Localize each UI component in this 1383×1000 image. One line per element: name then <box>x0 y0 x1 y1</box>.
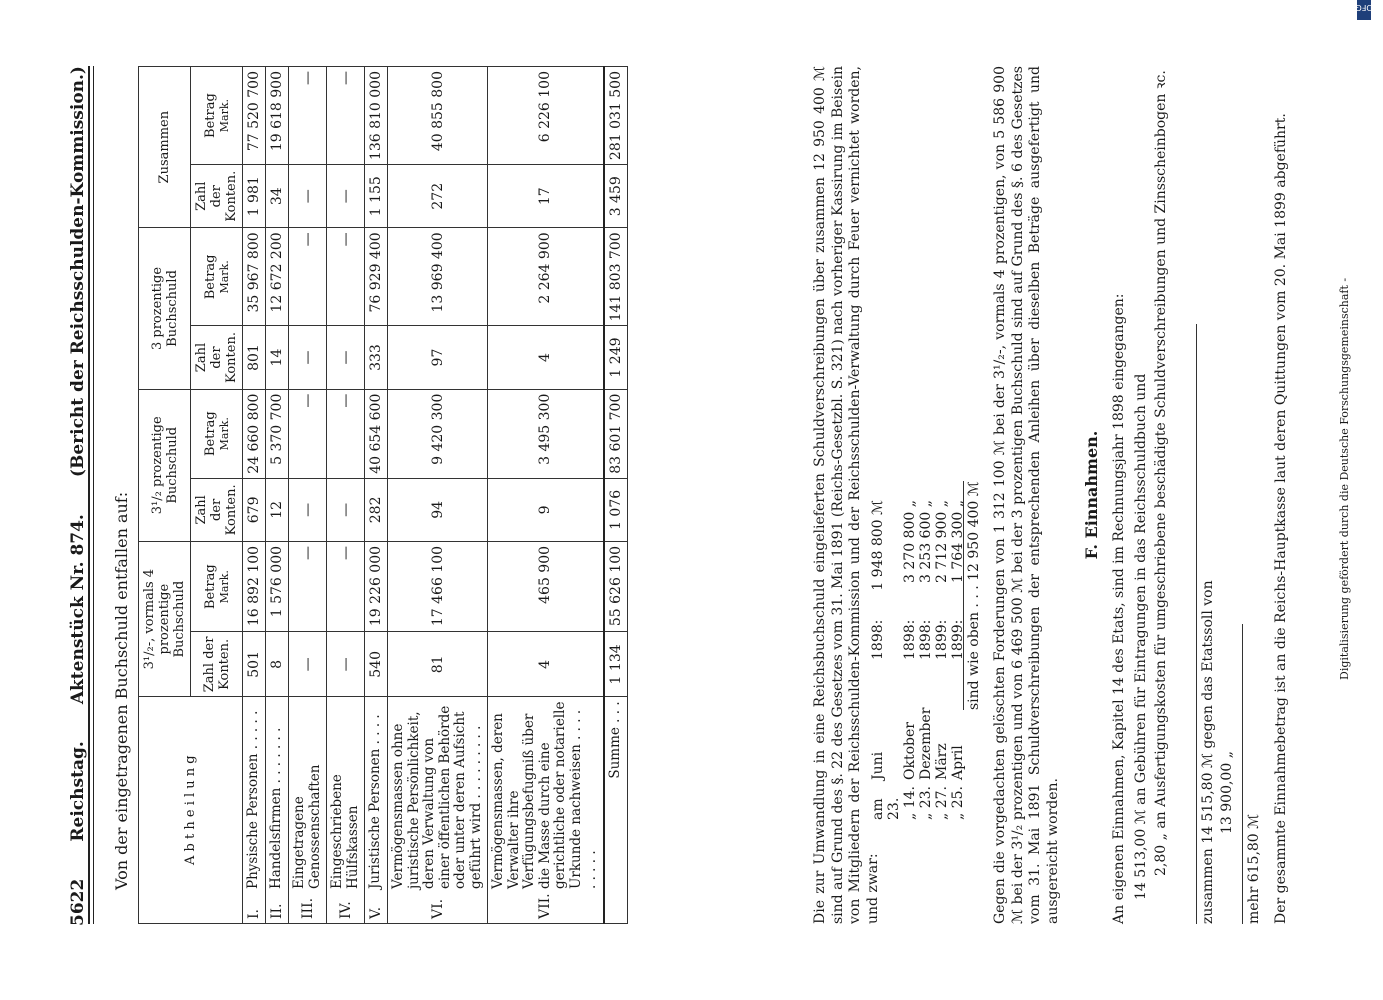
cell-count: 501 <box>243 632 266 697</box>
cell-count: 81 <box>388 632 488 697</box>
row-number: V. <box>365 893 388 924</box>
date-y: 1898: <box>918 619 935 660</box>
date-b: April <box>950 745 967 780</box>
row-number: VI. <box>388 893 488 924</box>
row-number: I. <box>243 893 266 924</box>
cell-amount: 19 226 000 <box>365 541 388 631</box>
row-number: III. <box>289 893 327 924</box>
cell-amount: 1 576 000 <box>266 541 289 631</box>
paragraph-vernichtung: Die zur Umwandlung in eine Reichsbuchschuld eingelieferten Schuldverschreibungen über zusammen 12 950 400 ℳ sind auf Grund des §. 22 des Gesetzes vom 31. Mai 1891 (Reichs-Gesetzbl. S. 321) nach vorheriger Kassirung im Beisein von Mitgliedern der Reichsschulden-Kommission und der Reichsschulden-Verwaltung durch Feuer vernichtet worden, und zwar: <box>812 66 881 924</box>
row-label: Eingeschriebene Hülfskassen <box>327 697 365 893</box>
col-abteilung: A b t h e i l u n g <box>139 697 243 924</box>
date-a: „ 25. <box>950 786 967 820</box>
subheader-unit: Mark. <box>217 260 231 294</box>
cell-amount: 55 626 100 <box>604 541 628 631</box>
cell-amount: 9 420 300 <box>388 389 488 478</box>
page-header <box>68 66 88 926</box>
dates-total: sind wie oben . . . 12 950 400 ℳ <box>963 481 982 710</box>
cell-count: 1 981 <box>243 165 266 228</box>
date-row <box>918 500 934 820</box>
subheader-amount-label: Betrag <box>202 564 218 610</box>
header-rule <box>88 66 94 924</box>
header-left: Reichstag. <box>68 741 88 842</box>
subheader-unit: Mark. <box>217 98 231 133</box>
cell-count: 1 134 <box>604 632 628 697</box>
row-number: II. <box>266 893 289 924</box>
cell-count: 17 <box>488 165 604 228</box>
cell-amount: 40 654 600 <box>365 389 388 478</box>
date-v: 3 270 800 „ <box>902 500 919 583</box>
cell-amount: 17 466 100 <box>388 541 488 631</box>
cell-count: 12 <box>266 478 289 541</box>
subheader-count: Zahl der Konten. <box>191 165 243 228</box>
cell-amount: — <box>327 389 365 478</box>
cell-amount: 19 618 900 <box>266 67 289 165</box>
cell-count: 801 <box>243 326 266 389</box>
cell-count: 94 <box>388 478 488 541</box>
cell-amount: 12 672 200 <box>266 228 289 326</box>
cell-count: — <box>327 478 365 541</box>
cell-amount: 35 967 800 <box>243 228 266 326</box>
date-v: 1 764 300 „ <box>950 500 967 583</box>
destruction-dates <box>870 500 967 820</box>
cell-amount: 83 601 700 <box>604 389 628 478</box>
row-number: IV. <box>327 893 365 924</box>
date-row <box>870 500 902 820</box>
date-y: 1899: <box>934 619 951 660</box>
row-number <box>604 893 628 924</box>
cell-amount: — <box>327 228 365 326</box>
row-label: Vermögensmassen, deren Verwalter ihre Verfügungsbefugniß über die Masse durch eine gerichtliche oder notarielle Urkunde nachweisen . . . . . . . . . <box>488 697 604 893</box>
row-label: Handelsfirmen . . . . . . . <box>266 697 289 893</box>
date-b: Oktober <box>902 722 919 780</box>
table-row <box>488 67 604 924</box>
cell-amount: 281 031 500 <box>604 67 628 165</box>
date-a: „ 14. <box>902 786 919 820</box>
cell-amount: 24 660 800 <box>243 389 266 478</box>
cell-count: 8 <box>266 632 289 697</box>
cell-count: 282 <box>365 478 388 541</box>
dfg-logo: DFG <box>1357 0 1371 20</box>
subheader-count: Zahl der Konten. <box>191 326 243 389</box>
date-b: Juni <box>870 751 886 780</box>
group-header-1: 3¹/₂-, vormals 4 prozentige Buchschuld <box>139 541 191 696</box>
cell-amount: 5 370 700 <box>266 389 289 478</box>
table-row <box>266 67 289 924</box>
subheader-amount-label: Betrag <box>202 254 218 300</box>
table-row <box>365 67 388 924</box>
table-row <box>243 67 266 924</box>
row-label: Eingetragene Genossenschaften <box>289 697 327 893</box>
cell-amount: 40 855 800 <box>388 67 488 165</box>
date-a: am 23. <box>870 797 903 820</box>
subheader-amount <box>191 228 243 326</box>
subheader-amount <box>191 389 243 478</box>
cell-amount: 465 900 <box>488 541 604 631</box>
table-row <box>388 67 488 924</box>
date-v: 2 712 900 „ <box>934 500 951 583</box>
date-y: 1898: <box>870 619 886 660</box>
cell-amount: 141 803 700 <box>604 228 628 326</box>
row-label: Summe . . . <box>604 697 628 893</box>
group-header-3: 3 prozentige Buchschuld <box>139 228 191 389</box>
group-header-2: 3¹/₂ prozentige Buchschuld <box>139 389 191 541</box>
cell-count: 1 249 <box>604 326 628 389</box>
income-line-1: 14 513,00 ℳ an Gebühren für Eintragungen in das Reichsschuldbuch und <box>1133 373 1149 900</box>
date-a: „ 23. <box>918 786 935 820</box>
subheader-amount <box>191 67 243 165</box>
income-intro: An eigenen Einnahmen, Kapitel 14 des Etats, sind im Rechnungsjahr 1898 eingegangen: <box>1111 293 1127 924</box>
cell-count: — <box>327 632 365 697</box>
table-row <box>327 67 365 924</box>
cell-count: 4 <box>488 326 604 389</box>
cell-amount: — <box>289 389 327 478</box>
cell-amount: — <box>327 67 365 165</box>
digitization-note: Digitalisierung gefördert durch die Deutsche Forschungsgemeinschaft - <box>1338 277 1351 680</box>
date-a: „ 27. <box>934 786 951 820</box>
page-number: 5622 <box>68 878 88 926</box>
cell-count: 1 076 <box>604 478 628 541</box>
section-title: F. Einnahmen. <box>1082 430 1101 560</box>
sum-row <box>604 67 628 924</box>
date-row <box>934 500 950 820</box>
row-label: Juristische Personen . . . . <box>365 697 388 893</box>
cell-count: 34 <box>266 165 289 228</box>
cell-count: 14 <box>266 326 289 389</box>
subheader-count: Zahl der Konten. <box>191 632 243 697</box>
income-total: zusammen 14 515,80 ℳ gegen das Etatssoll von <box>1196 324 1217 924</box>
subheader-count: Zahl der Konten. <box>191 478 243 541</box>
cell-count: 9 <box>488 478 604 541</box>
table-row <box>289 67 327 924</box>
subheader-amount <box>191 541 243 631</box>
cell-count: 679 <box>243 478 266 541</box>
cell-amount: 6 226 100 <box>488 67 604 165</box>
date-y: 1899: <box>950 619 967 660</box>
cell-count: 540 <box>365 632 388 697</box>
paragraph-gegen: Gegen die vorgedachten gelöschten Forderungen von 1 312 100 ℳ bei der 3¹/₂-, vormals 4 prozentigen, von 5 586 900 ℳ bei der 3¹/₂ prozentigen und von 6 469 500 ℳ bei der 3 prozentigen Buchschuld sind auf Grund des §. 6 des Gesetzes vom 31. Mai 1891 Schuldverschreibungen der entsprechenden Anleihen über dieselben Beträge ausgefertigt und ausgereicht worden. <box>992 66 1061 924</box>
cell-count: 97 <box>388 326 488 389</box>
subheader-amount-label: Betrag <box>202 93 218 138</box>
cell-amount: 76 929 400 <box>365 228 388 326</box>
subheader-unit: Mark. <box>217 417 231 451</box>
cell-count: — <box>289 632 327 697</box>
cell-count: — <box>289 478 327 541</box>
cell-amount: — <box>289 541 327 631</box>
cell-count: 333 <box>365 326 388 389</box>
cell-amount: 2 264 900 <box>488 228 604 326</box>
date-y: 1898: <box>902 619 919 660</box>
header-right: (Bericht der Reichsschulden-Kommission.) <box>68 66 88 478</box>
cell-count: — <box>327 165 365 228</box>
cell-count: 272 <box>388 165 488 228</box>
income-line-2: 2,80 „ an Ausfertigungskosten für umgeschriebene beschädigte Schuldverschreibungen und Zinsscheinbogen ꝛc. <box>1153 70 1169 876</box>
cell-count: — <box>327 326 365 389</box>
cell-amount: — <box>327 541 365 631</box>
cell-amount: 16 892 100 <box>243 541 266 631</box>
buchschuld-table <box>138 66 628 924</box>
cell-count: 1 155 <box>365 165 388 228</box>
cell-amount: 3 495 300 <box>488 389 604 478</box>
date-b: März <box>934 743 951 780</box>
header-center: Aktenstück Nr. 874. <box>68 514 88 705</box>
row-label: Vermögensmassen ohne juristische Persönlichkeit, deren Verwaltung von einer öffentlichen Behörde oder unter deren Aufsicht geführt wird . . . . . . . . . <box>388 697 488 893</box>
row-label: Physische Personen . . . . . <box>243 697 266 893</box>
cell-amount: 136 810 000 <box>365 67 388 165</box>
subheader-unit: Mark. <box>217 570 231 604</box>
cell-amount: — <box>289 67 327 165</box>
income-etatssoll: 13 900,00 „ <box>1219 751 1235 834</box>
row-number: VII. <box>488 893 604 924</box>
cell-amount: 77 520 700 <box>243 67 266 165</box>
cell-amount: 13 969 400 <box>388 228 488 326</box>
cell-count: — <box>289 326 327 389</box>
final-statement: Der gesammte Einnahmebetrag ist an die Reichs-Hauptkasse laut deren Quittungen vom 20. Mai 1899 abgeführt. <box>1273 113 1289 924</box>
subheader-amount-label: Betrag <box>202 411 218 457</box>
cell-count: — <box>289 165 327 228</box>
group-header-4: Zusammen <box>139 67 191 228</box>
cell-count: 4 <box>488 632 604 697</box>
date-v: 3 253 600 „ <box>918 500 935 583</box>
date-row <box>902 500 918 820</box>
date-b: Dezember <box>918 707 935 780</box>
cell-amount: — <box>289 228 327 326</box>
income-mehr: mehr 615,80 ℳ <box>1242 624 1263 924</box>
cell-count: 3 459 <box>604 165 628 228</box>
date-v: 1 948 800 ℳ <box>870 500 886 591</box>
intro-text: Von der eingetragenen Buchschuld entfallen auf: <box>112 491 131 890</box>
